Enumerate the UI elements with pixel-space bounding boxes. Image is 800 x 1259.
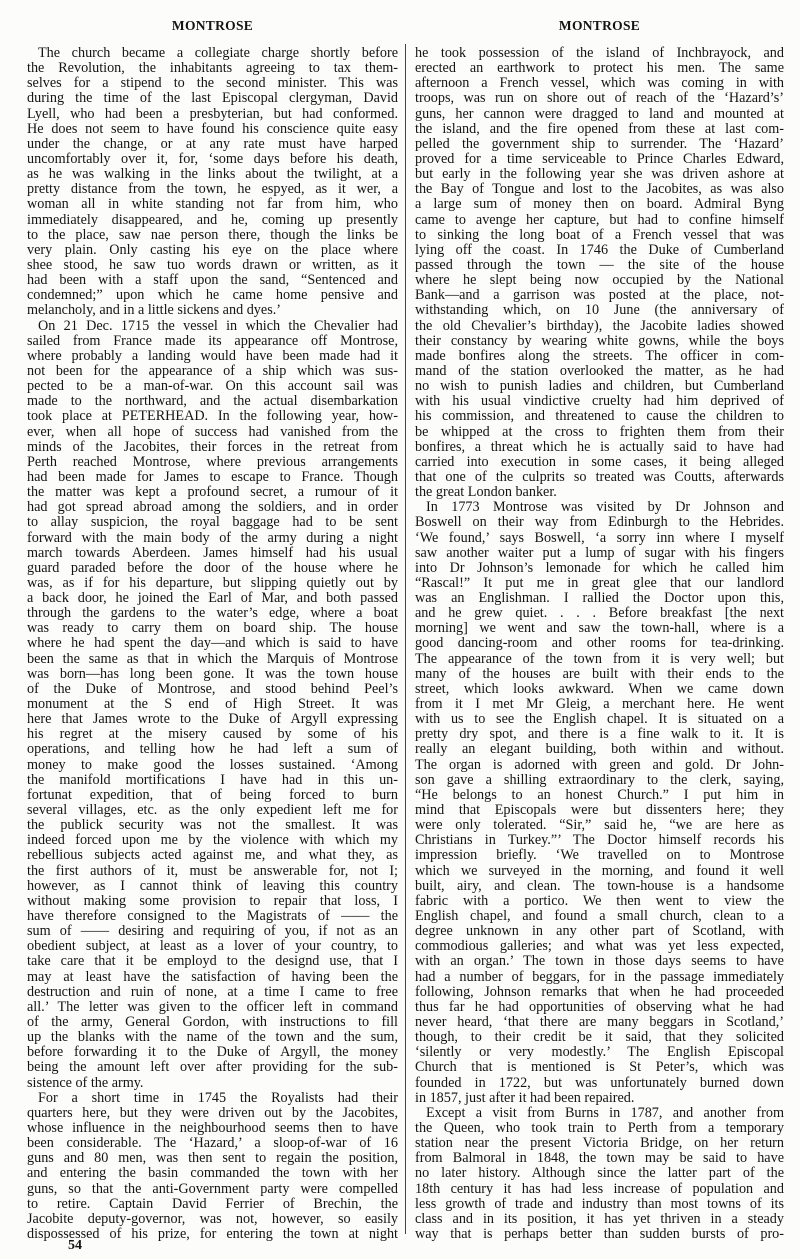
text-line: but early in the following year she was driven ashore at xyxy=(415,167,784,183)
text-line: pelled the government ship to surrender. The ‘Hazard’ xyxy=(415,136,784,152)
text-line: that one of the culprits so treated was Coutts, afterwards xyxy=(415,469,784,485)
text-line: several villages, etc. as the only expedient left me for xyxy=(27,803,398,819)
text-line: with us to see the English chapel. It is situated on a xyxy=(415,712,784,728)
text-line: was ready to carry them on board ship. The house xyxy=(27,621,398,637)
text-line: mind that Episcopals were but dissenters here; they xyxy=(415,803,784,819)
text-line: morning] we went and saw the town-hall, where is a xyxy=(415,621,784,637)
text-line: mand of the station overlooked the matter, as he had xyxy=(415,363,784,379)
text-line: to sinking the long boat of a French vessel that was xyxy=(415,227,784,243)
text-line: into Dr Johnson’s lemonade for which he called him xyxy=(415,560,784,576)
text-line: operations, and telling how he had left a sum of xyxy=(27,742,398,758)
text-line: was, as if for his departure, but slipping quietly out by xyxy=(27,575,398,591)
text-line: sum of —— desiring and requiring of you, if not as an xyxy=(27,924,398,940)
text-line: fortunat expedition, that of being forced to burn xyxy=(27,787,398,803)
text-line: founded in 1722, but was unfortunately burned down xyxy=(415,1075,784,1091)
text-line: had a number of beggars, for in the passage immediately xyxy=(415,969,784,985)
paragraph xyxy=(415,1106,784,1242)
paragraph xyxy=(415,500,784,1106)
text-line: from it I met Mr Gleig, a merchant here. He went xyxy=(415,697,784,713)
text-line: be whipped at the cross to frighten them from their xyxy=(415,424,784,440)
text-line: selves for a stipend to the second minister. This was xyxy=(27,76,398,92)
text-line: their constancy by wearing white gowns, while the boys xyxy=(415,333,784,349)
text-line: Jacobite deputy-governor, was not, however, so easily xyxy=(27,1211,398,1227)
text-line: On 21 Dec. 1715 the vessel in which the Chevalier had xyxy=(38,318,398,334)
text-line: the old Chevalier’s birthday), the Jacobite ladies showed xyxy=(415,318,784,334)
text-line: woman all in white standing not far from him, who xyxy=(27,197,398,213)
text-line: pretty dry spot, and there is a fine walk to it. It is xyxy=(415,727,784,743)
text-line: march towards Aberdeen. James himself had his usual xyxy=(27,545,398,561)
text-line: no later history. Although since the latter part of the xyxy=(415,1166,784,1182)
text-line: dispossessed of his prize, for entering the town at night xyxy=(27,1226,398,1242)
text-line: no wish to punish ladies and children, but Cumberland xyxy=(415,379,784,395)
text-line: been the same as that in which the Marquis of Montrose xyxy=(27,651,398,667)
text-line: his commission, and threatened to cause the children to xyxy=(415,409,784,425)
text-line: the manifold mortifications I have had in this un- xyxy=(27,772,398,788)
text-line: of the army, General Gordon, with instructions to fill xyxy=(27,1015,398,1030)
text-line: under the change, or at any rate must have harped xyxy=(27,136,398,152)
text-line: pretty distance from the town, he espyed, as it wer, a xyxy=(27,182,398,198)
text-line: before forwarding it to the Duke of Argyll, the money xyxy=(27,1045,398,1061)
text-line: very plain. Only casting his eye on the place where xyxy=(27,242,398,258)
text-line: whose influence in the neighbourhood seems then to have xyxy=(27,1120,398,1136)
text-line: where probably a landing would have been made had it xyxy=(27,348,398,364)
text-line: have therefore consigned to the Magistrats of —— the xyxy=(27,909,398,925)
text-line: where he had spent the day—and which is said to have xyxy=(27,636,398,652)
text-line: English chapel, and found a small church, clean to a xyxy=(415,909,784,925)
text-line: good dancing-room and other rooms for tea-drinking. xyxy=(415,636,784,652)
text-line: being the amount left over after providing for the sub- xyxy=(27,1060,398,1076)
text-line: had been with a staff upon the sand, “Sentenced and xyxy=(27,273,398,289)
text-line: The organ is adorned with green and gold. Dr John- xyxy=(415,757,784,773)
text-line: Bank—and a garrison was posted at the place, not- xyxy=(415,288,784,304)
text-line: in 1857, just after it had been repaired. xyxy=(415,1090,635,1106)
text-line: to allay suspicion, the royal baggage had to be sent xyxy=(27,515,398,531)
text-line: never heard, ‘that there are many beggars in Scotland,’ xyxy=(415,1015,784,1030)
page-number: 54 xyxy=(68,1238,82,1253)
text-line: sistence of the army. xyxy=(27,1075,144,1091)
text-line: to retire. Captain David Ferrier of Brechin, the xyxy=(27,1196,398,1212)
text-line: of the Duke of Montrose, and stood behind Peel’s xyxy=(27,681,398,697)
text-line: Except a visit from Burns in 1787, and another from xyxy=(426,1105,784,1121)
text-line: carried into execution in some cases, it being alleged xyxy=(415,454,784,470)
text-line: he took possession of the island of Inchbrayock, and xyxy=(415,46,784,61)
text-line: made bonfires along the streets. The officer in com- xyxy=(415,348,784,364)
text-line: where he slept being now occupied by the National xyxy=(415,273,784,289)
text-line: destruction and ruin of none, at a time I came to free xyxy=(27,984,398,1000)
text-line: obedient subject, at least as a lover of your country, to xyxy=(27,939,398,955)
paragraph xyxy=(27,1091,398,1242)
text-column-right xyxy=(415,46,784,1242)
text-line: came to avenge her capture, but had to confine himself xyxy=(415,212,784,228)
text-line: erected an earthwork to protect his men. The same xyxy=(415,61,784,77)
text-line: guns, so that the anti-Government party were compelled xyxy=(27,1181,398,1197)
running-head-left: MONTROSE xyxy=(171,18,254,33)
text-line: guns, her cannon were dragged to land and mounted at xyxy=(415,106,784,122)
text-line: as he was walking in the links about the twilight, at a xyxy=(27,167,398,183)
text-line: Church that is mentioned is St Peter’s, which was xyxy=(415,1060,784,1076)
text-line: proved for a time serviceable to Prince Charles Edward, xyxy=(415,151,784,167)
paragraph xyxy=(27,46,398,319)
text-line: guns and 80 men, was then sent to regain the position, xyxy=(27,1151,398,1167)
text-line: many of the houses are built with their ends to the xyxy=(415,666,784,682)
text-line: fabric with a portico. We then went to view the xyxy=(415,893,784,909)
text-line: pected to be a man-of-war. On this account sail was xyxy=(27,379,398,395)
text-line: following, Johnson remarks that when he had proceeded xyxy=(415,984,784,1000)
text-line: a back door, he joined the Earl of Mar, and both passed xyxy=(27,591,398,607)
text-line: his regret at the misery caused by some of his xyxy=(27,727,398,743)
text-line: with an organ.’ The town in those days seems to have xyxy=(415,954,784,970)
text-line: street, which looks awkward. When we came down xyxy=(415,681,784,697)
text-line: In 1773 Montrose was visited by Dr Johnson and xyxy=(426,500,784,516)
text-line: lying off the coast. In 1746 the Duke of Cumberland xyxy=(415,242,784,258)
text-line: 18th century it has had less increase of population and xyxy=(415,1181,784,1197)
text-line: shee stood, he saw tuo words drawn or written, as it xyxy=(27,257,398,273)
text-line: the Revolution, the inhabitants agreeing to tax them- xyxy=(27,61,398,77)
text-line: the Bay of Tongue and lost to the Jacobites, as was also xyxy=(415,182,784,198)
text-line: really an elegant building, both within and without. xyxy=(415,742,784,758)
text-line: indeed forced upon me by the violence with which my xyxy=(27,833,398,849)
text-line: ‘We found,’ says Boswell, ‘a sorry inn where I myself xyxy=(415,530,784,546)
text-line: had got spread abroad among the soldiers, and in order xyxy=(27,500,398,516)
text-line: not been for the appearance of a ship which was sus- xyxy=(27,363,398,379)
text-line: afternoon a French vessel, which was coming in with xyxy=(415,76,784,92)
text-line: The church became a collegiate charge shortly before xyxy=(38,46,398,61)
text-line: the publick security was not the smallest. It was xyxy=(27,818,398,834)
text-line: up the blanks with the name of the town and the sum, xyxy=(27,1030,398,1046)
text-line: withstanding which, on 10 June (the anniversary of xyxy=(415,303,784,319)
text-line: the first authors of it, must be answerable for, not I; xyxy=(27,863,398,879)
text-line: immediately disappeared, and he, coming up presently xyxy=(27,212,398,228)
text-line: and he grew quiet. . . . Before breakfast [the next xyxy=(415,606,784,622)
text-line: station near the present Victoria Bridge, on her return xyxy=(415,1136,784,1152)
text-line: the matter was kept a profound secret, a rumour of it xyxy=(27,485,398,501)
text-line: the island, and the fire opened from these at last com- xyxy=(415,121,784,137)
text-line: class and in its position, it has yet thriven in a steady xyxy=(415,1211,784,1227)
text-line: monument at the S end of High Street. It was xyxy=(27,697,398,713)
text-line: the Queen, who took train to Perth from a temporary xyxy=(415,1120,784,1136)
text-line: money to make good the losses sustained. ‘Among xyxy=(27,757,398,773)
text-line: rebellious subjects acted against me, and what they, as xyxy=(27,848,398,864)
text-line: made to the northward, and the actual disembarkation xyxy=(27,394,398,410)
text-line: a large sum of money then on board. Admiral Byng xyxy=(415,197,784,213)
text-line: however, as I cannot think of leaving this country xyxy=(27,878,398,894)
text-line: condemned;” upon which he came home pensive and xyxy=(27,288,398,304)
text-line: and entering the basin commanded the town with her xyxy=(27,1166,398,1182)
text-line: were only tolerated. “Sir,” said he, “we are here as xyxy=(415,818,784,834)
text-line: Perth reached Montrose, where previous arrangements xyxy=(27,454,398,470)
text-line: been considerable. The ‘Hazard,’ a sloop-of-war of 16 xyxy=(27,1136,398,1152)
text-line: to the place, saw nae person there, though the links be xyxy=(27,227,398,243)
column-divider xyxy=(405,44,406,1234)
text-line: forward with the main body of the army during a night xyxy=(27,530,398,546)
text-line: son gave a shilling extraordinary to the clerk, saying, xyxy=(415,772,784,788)
text-line: “Rascal!” It put me in great glee that our landlord xyxy=(415,575,784,591)
text-line: was an Englishman. I rallied the Doctor upon this, xyxy=(415,591,784,607)
text-column-left xyxy=(27,46,398,1242)
text-line: which we surveyed in the morning, and found it well xyxy=(415,863,784,879)
text-line: uncomfortably over it, for, ‘some days before his death, xyxy=(27,151,398,167)
text-line: with his usual vindictive cruelty had him deprived of xyxy=(415,394,784,410)
text-line: He does not seem to have found his conscience quite easy xyxy=(27,121,398,137)
text-line: saw another waiter put a lump of sugar with his fingers xyxy=(415,545,784,561)
text-line: was born—has long been gone. It was the town house xyxy=(27,666,398,682)
text-line: sailed from France made its appearance off Montrose, xyxy=(27,333,398,349)
text-line: ‘silently or very modestly.’ The English Episcopal xyxy=(415,1045,784,1061)
text-line: minds of the Jacobites, their forces in the retreat from xyxy=(27,439,398,455)
text-line: Christians in Turkey.”’ The Doctor himself records his xyxy=(415,833,784,849)
text-line: passed through the town — the site of the house xyxy=(415,257,784,273)
text-line: from Balmoral in 1848, the town may be said to have xyxy=(415,1151,784,1167)
text-line: thus far he had opportunities of observing what he had xyxy=(415,999,784,1015)
text-line: way that is perhaps better than sudden bursts of pro- xyxy=(415,1226,784,1242)
paragraph xyxy=(415,46,784,500)
text-line: Lyell, who had been a presbyterian, but had conformed. xyxy=(27,106,398,122)
text-line: built, airy, and clean. The town-house is a handsome xyxy=(415,878,784,894)
text-line: guard paraded before the door of the house where he xyxy=(27,560,398,576)
text-line: may at least have the satisfaction of having been the xyxy=(27,969,398,985)
paragraph xyxy=(27,319,398,1091)
text-line: less growth of trade and industry than most towns of its xyxy=(415,1196,784,1212)
text-line: bonfires, a threat which he is actually said to have had xyxy=(415,439,784,455)
text-line: “He belongs to an honest Church.” I put him in xyxy=(415,787,784,803)
text-line: during the time of the last Episcopal clergyman, David xyxy=(27,91,398,107)
text-line: had been made for James to escape to France. Though xyxy=(27,469,398,485)
text-line: degree unknown in any other part of Scotland, with xyxy=(415,924,784,940)
text-line: For a short time in 1745 the Royalists had their xyxy=(38,1090,398,1106)
text-line: the great London banker. xyxy=(415,485,557,501)
text-line: here that James wrote to the Duke of Argyll expressing xyxy=(27,712,398,728)
text-line: took place at PETERHEAD. In the following year, how- xyxy=(27,409,398,425)
text-line: take care that it be employd to the designd use, that I xyxy=(27,954,398,970)
text-line: impression briefly. ‘We travelled on to Montrose xyxy=(415,848,784,864)
text-line: without making some provision to repair that loss, I xyxy=(27,893,398,909)
text-line: though, to their credit be it said, that they solicited xyxy=(415,1030,784,1046)
text-line: quarters here, but they were driven out by the Jacobites, xyxy=(27,1105,398,1121)
text-line: troops, was run on shore out of reach of the ‘Hazard’s’ xyxy=(415,91,784,107)
running-head-right: MONTROSE xyxy=(558,18,641,33)
text-line: all.’ The letter was given to the officer left in command xyxy=(27,999,398,1015)
text-line: Boswell on their way from Edinburgh to the Hebrides. xyxy=(415,515,784,531)
text-line: melancholy, and in a little sickens and dyes.’ xyxy=(27,303,281,319)
text-line: commodious galleries; and what was yet less expected, xyxy=(415,939,784,955)
text-line: The appearance of the town from it is very well; but xyxy=(415,651,784,667)
text-line: through the gardens to the water’s edge, where a boat xyxy=(27,606,398,622)
text-line: ever, when all hope of success had vanished from the xyxy=(27,424,398,440)
